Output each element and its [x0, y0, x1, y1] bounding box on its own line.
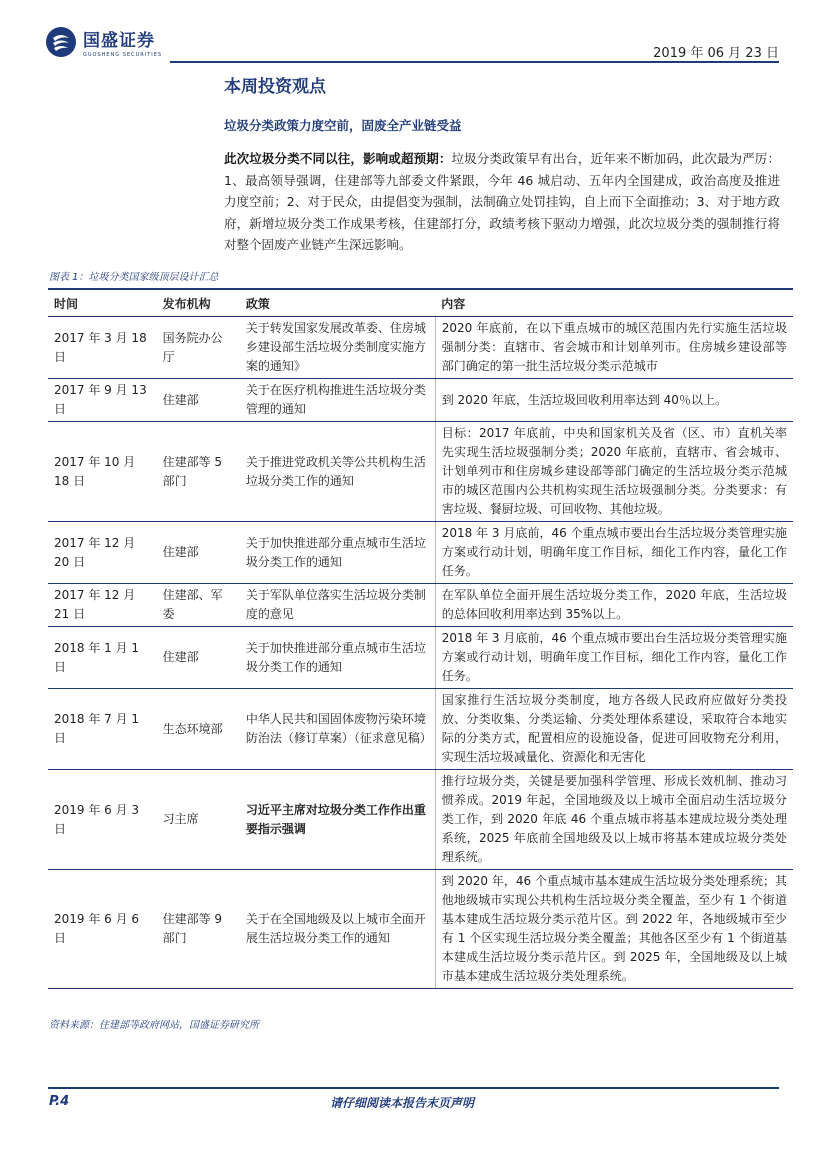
policy-table [48, 288, 793, 989]
cell-content: 到 2020 年底，生活垃圾回收利用率达到 40％以上。 [435, 379, 793, 422]
header-policy: 政策 [240, 289, 435, 317]
cell-date: 2017 年 3 月 18 日 [48, 317, 157, 379]
cell-policy: 关于在全国地级及以上城市全面开展生活垃圾分类工作的通知 [240, 870, 435, 989]
cell-content: 在军队单位全面开展生活垃圾分类工作，2020 年底，生活垃圾的总体回收利用率达到 35%以上。 [435, 584, 793, 627]
cell-policy: 关于军队单位落实生活垃圾分类制度的意见 [240, 584, 435, 627]
table-row [48, 379, 793, 422]
header-date: 时间 [48, 289, 157, 317]
cell-org: 住建部 [157, 379, 240, 422]
cell-policy: 习近平主席对垃圾分类工作作出重要指示强调 [240, 770, 435, 870]
cell-org: 生态环境部 [157, 689, 240, 770]
cell-org: 习主席 [157, 770, 240, 870]
cell-policy: 关于在医疗机构推进生活垃圾分类管理的通知 [240, 379, 435, 422]
cell-date: 2019 年 6 月 3 日 [48, 770, 157, 870]
header-divider [170, 61, 779, 63]
table-row [48, 422, 793, 522]
figure-caption: 图表 1：垃圾分类国家级顶层设计汇总 [49, 272, 219, 283]
cell-content: 推行垃圾分类，关键是要加强科学管理、形成长效机制、推动习惯养成。2019 年起，全国地级及以上城市全面启动生活垃圾分类工作，到 2020 年底 46 个重点城市将基本建成垃圾分类处理系统，2025 年底前全国地级及以上城市将基本建成垃圾分类处理系统。 [435, 770, 793, 870]
logo-icon [45, 26, 77, 58]
cell-date: 2018 年 7 月 1 日 [48, 689, 157, 770]
cell-content: 2018 年 3 月底前，46 个重点城市要出台生活垃圾分类管理实施方案或行动计划，明确年度工作目标，细化工作内容，量化工作任务。 [435, 627, 793, 689]
cell-date: 2017 年 10 月 18 日 [48, 422, 157, 522]
cell-org: 住建部 [157, 522, 240, 584]
cell-content: 2018 年 3 月底前，46 个重点城市要出台生活垃圾分类管理实施方案或行动计划，明确年度工作目标，细化工作内容，量化工作任务。 [435, 522, 793, 584]
paragraph-body: 垃圾分类政策早有出台，近年来不断加码，此次最为严厉：1、最高领导强调，住建部等九部委文件紧跟，今年 46 城启动、五年内全国建成，政治高度及推进力度空前；2、对于民众，由提倡变为强制，法制确立处罚挂钩，自上而下全面推动；3、对于地方政府，新增垃圾分类工作成果考核，住建部打分，政绩考核下驱动力增强，此次垃圾分类的强制推行将对整个固废产业链产生深远影响。 [224, 151, 780, 252]
table-row [48, 317, 793, 379]
disclaimer-note: 请仔细阅读本报告末页声明 [330, 1096, 475, 1110]
cell-policy: 中华人民共和国固体废物污染环境防治法（修订草案）（征求意见稿） [240, 689, 435, 770]
table-row [48, 689, 793, 770]
cell-policy: 关于加快推进部分重点城市生活垃圾分类工作的通知 [240, 522, 435, 584]
footer-divider [48, 1087, 779, 1089]
cell-date: 2017 年 9 月 13 日 [48, 379, 157, 422]
cell-org: 住建部等 9 部门 [157, 870, 240, 989]
cell-org: 住建部 [157, 627, 240, 689]
brand-name: 国盛证券 [83, 31, 155, 51]
table-row [48, 522, 793, 584]
header-content: 内容 [435, 289, 793, 317]
table-row [48, 870, 793, 989]
cell-content: 国家推行生活垃圾分类制度，地方各级人民政府应做好分类投放、分类收集、分类运输、分类处理体系建设，采取符合本地实际的分类方式，配置相应的设施设备，促进可回收物充分利用，实现生活垃圾减量化、资源化和无害化 [435, 689, 793, 770]
cell-policy: 关于推进党政机关等公共机构生活垃圾分类工作的通知 [240, 422, 435, 522]
cell-org: 国务院办公厅 [157, 317, 240, 379]
report-date: 2019 年 06 月 23 日 [653, 46, 779, 61]
header-org: 发布机构 [157, 289, 240, 317]
paragraph-lead: 此次垃圾分类不同以往，影响或超预期： [224, 151, 452, 166]
table-header-row [48, 289, 793, 317]
section-title: 本周投资观点 [224, 77, 326, 97]
cell-date: 2019 年 6 月 6 日 [48, 870, 157, 989]
cell-date: 2017 年 12 月 20 日 [48, 522, 157, 584]
cell-date: 2018 年 1 月 1 日 [48, 627, 157, 689]
page-number: P.4 [49, 1094, 70, 1109]
brand-logo [45, 24, 162, 60]
cell-org: 住建部等 5 部门 [157, 422, 240, 522]
summary-paragraph [224, 148, 780, 256]
table-row [48, 584, 793, 627]
cell-date: 2017 年 12 月 21 日 [48, 584, 157, 627]
brand-name-en: GUOSHENG SECURITIES [83, 52, 163, 58]
cell-org: 住建部、军委 [157, 584, 240, 627]
sub-title: 垃圾分类政策力度空前，固废全产业链受益 [224, 118, 462, 133]
table-row [48, 770, 793, 870]
cell-content: 到 2020 年，46 个重点城市基本建成生活垃圾分类处理系统；其他地级城市实现公共机构生活垃圾分类全覆盖，至少有 1 个街道基本建成生活垃圾分类示范片区。到 2022 年，各地级城市至少有 1 个区实现生活垃圾分类全覆盖；其他各区至少有 1 个街道基本建成生活垃圾分类示范片区。到 2025 年，全国地级及以上城市基本建成生活垃圾分类处理系统。 [435, 870, 793, 989]
cell-content: 2020 年底前，在以下重点城市的城区范围内先行实施生活垃圾强制分类：直辖市、省会城市和计划单列市。住房城乡建设部等部门确定的第一批生活垃圾分类示范城市 [435, 317, 793, 379]
cell-content: 目标：2017 年底前，中央和国家机关及省（区、市）直机关率先实现生活垃圾强制分类；2020 年底前，直辖市、省会城市、计划单列市和住房城乡建设部等部门确定的生活垃圾分类示范城市的城区范围内公共机构实现生活垃圾强制分类。分类要求：有害垃圾、餐厨垃圾、可回收物、其他垃圾。 [435, 422, 793, 522]
table-row [48, 627, 793, 689]
cell-policy: 关于加快推进部分重点城市生活垃圾分类工作的通知 [240, 627, 435, 689]
cell-policy: 关于转发国家发展改革委、住房城乡建设部生活垃圾分类制度实施方案的通知》 [240, 317, 435, 379]
source-note: 资料来源：住建部等政府网站，国盛证券研究所 [49, 1020, 259, 1031]
